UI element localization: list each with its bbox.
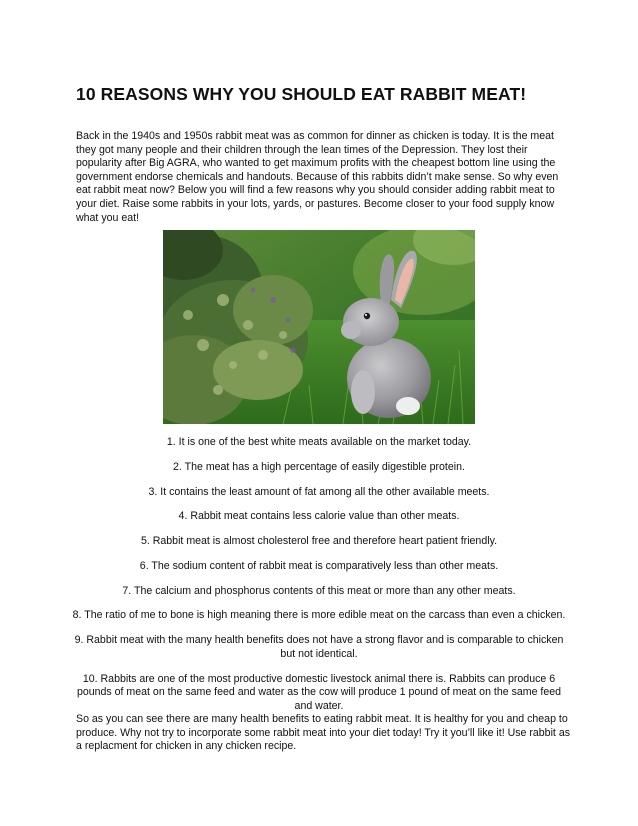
rabbit-photo	[163, 230, 475, 424]
closing-paragraph: So as you can see there are many health benefits to eating rabbit meat. It is healthy for you and cheap to produce. Why not try to incorporate some rabbit meat into your diet today! Try it you’ll like it! Use rabbit as a replacment for chicken in any chicken recipe.	[76, 713, 571, 753]
list-item: 1. It is one of the best white meats available on the market today.	[166, 436, 472, 448]
list-item: 7. The calcium and phosphorus contents of this meat or more than any other meats.	[122, 584, 516, 597]
list-item: 8. The ratio of me to bone is high meaning there is more edible meat on the carcass than even a chicken.	[72, 609, 566, 622]
list-item: 5. Rabbit meat is almost cholesterol free and therefore heart patient friendly.	[140, 535, 498, 548]
reasons-list	[70, 436, 568, 725]
list-item: 4. Rabbit meat contains less calorie value than other meats.	[178, 510, 460, 523]
list-item: 3. It contains the least amount of fat among all the other available meets.	[148, 485, 490, 498]
list-item: 2. The meat has a high percentage of easily digestible protein.	[173, 460, 465, 473]
intro-paragraph: Back in the 1940s and 1950s rabbit meat was as common for dinner as chicken is today. It is the meat they got many people and their children through the lean times of the Depression. They lost their popularity after Big AGRA, who wanted to get maximum profits with the cheapest bottom line using the government endorse chemicals and handouts. Because of this rabbits didn’t make sense. So why even eat rabbit meat now? Below you will find a few reasons why you should consider adding rabbit meat to your diet. Raise some rabbits in your lots, yards, or pastures. Become closer to your food supply know what you eat!	[76, 130, 559, 224]
list-item: 6. The sodium content of rabbit meat is comparatively less than other meats.	[139, 559, 499, 572]
list-item: 10. Rabbits are one of the most productive domestic livestock animal there is. Rabbits can produce 6 pounds of meat on the same feed and water as the cow will produce 1 pound of meat on the same feed and water.	[76, 672, 562, 712]
page-title: 10 REASONS WHY YOU SHOULD EAT RABBIT MEAT!	[76, 84, 527, 104]
list-item: 9. Rabbit meat with the many health benefits does not have a strong flavor and is comparable to chicken but not identical.	[74, 634, 564, 660]
